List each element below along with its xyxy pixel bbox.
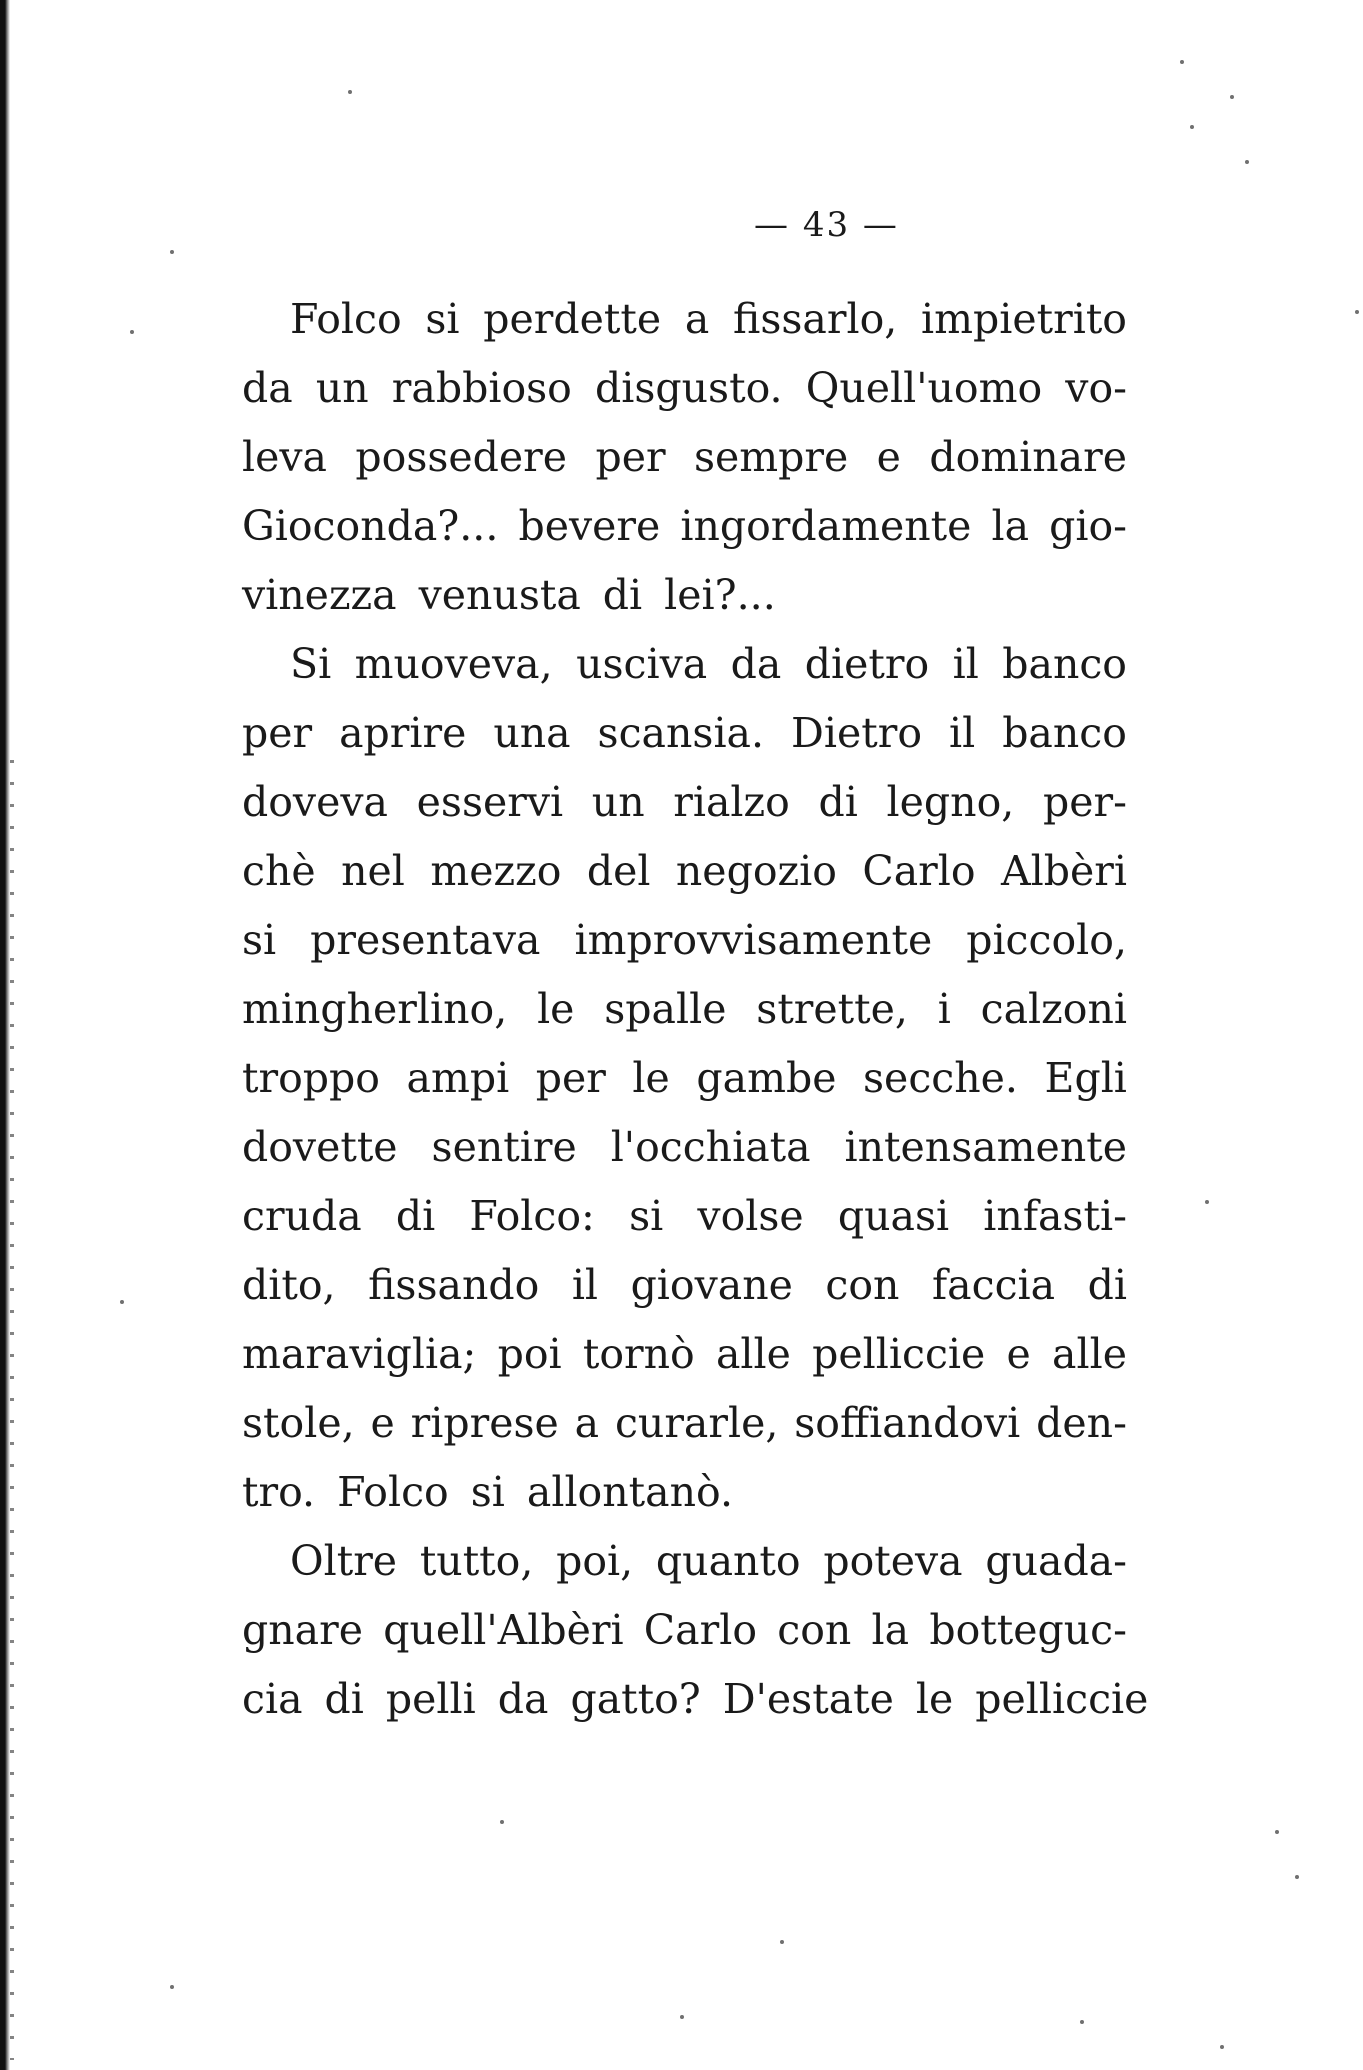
word: per- — [1042, 778, 1127, 826]
text-line — [242, 492, 1127, 561]
print-speck — [1220, 2045, 1224, 2049]
word: lei?... — [664, 571, 776, 619]
word: poteva — [823, 1537, 963, 1585]
word: la — [991, 502, 1030, 550]
word: quell'Albèri — [383, 1606, 624, 1654]
word: mingherlino, — [242, 985, 508, 1033]
text-line — [242, 285, 1127, 354]
word: scansia. — [597, 709, 765, 757]
text-line — [242, 837, 1127, 906]
word: venusta — [418, 571, 581, 619]
page-body-text — [242, 285, 1149, 1734]
word: esservi — [416, 778, 564, 826]
word: si — [629, 1192, 664, 1240]
word: Oltre — [290, 1537, 398, 1585]
word: rialzo — [673, 778, 790, 826]
word: per — [242, 709, 313, 757]
word: pelliccie — [812, 1330, 986, 1378]
word: den- — [1036, 1399, 1127, 1447]
word: e — [876, 433, 901, 481]
text-line — [242, 1389, 1127, 1458]
word: alle — [715, 1330, 791, 1378]
print-speck — [680, 2015, 684, 2019]
word: rabbioso — [391, 364, 572, 412]
word: quasi — [837, 1192, 950, 1240]
word: di — [324, 1675, 364, 1723]
word: banco — [1002, 709, 1127, 757]
word: Gioconda?... — [242, 502, 499, 550]
word: quanto — [655, 1537, 801, 1585]
word: secche. — [863, 1054, 1018, 1102]
word: si — [425, 295, 460, 343]
word: ingordamente — [680, 502, 972, 550]
word: vinezza — [242, 571, 397, 619]
word: Dietro — [791, 709, 923, 757]
print-speck — [1275, 1830, 1279, 1834]
word: possedere — [355, 433, 568, 481]
text-line — [242, 1665, 1149, 1734]
word: e — [370, 1399, 395, 1447]
word: sentire — [431, 1123, 577, 1171]
word: con — [825, 1261, 900, 1309]
word: le — [632, 1054, 670, 1102]
word: di — [395, 1192, 436, 1240]
text-line — [242, 906, 1127, 975]
word: muoveva, — [354, 640, 553, 688]
text-line — [242, 1182, 1127, 1251]
print-speck — [1245, 160, 1249, 164]
word: calzoni — [980, 985, 1127, 1033]
word: dito, — [242, 1261, 336, 1309]
print-speck — [1180, 60, 1184, 64]
word: strette, — [756, 985, 908, 1033]
word: intensamente — [844, 1123, 1127, 1171]
word: piccolo, — [966, 916, 1127, 964]
word: riprese — [410, 1399, 559, 1447]
word: tornò — [582, 1330, 695, 1378]
word: bevere — [518, 502, 661, 550]
text-line — [242, 354, 1127, 423]
print-speck — [1080, 2020, 1084, 2024]
word: vo- — [1065, 364, 1127, 412]
word: a — [684, 295, 710, 343]
word: un — [315, 364, 369, 412]
page-binding-edge — [0, 0, 10, 2070]
word: per — [535, 1054, 606, 1102]
word: soffiandovi — [794, 1399, 1021, 1447]
word: curarle, — [614, 1399, 779, 1447]
word: guada- — [985, 1537, 1127, 1585]
word: un — [591, 778, 645, 826]
word: improvvisamente — [574, 916, 933, 964]
word: da — [242, 364, 293, 412]
print-speck — [348, 90, 352, 94]
word: giovane — [630, 1261, 793, 1309]
print-speck — [1205, 1200, 1209, 1204]
word: il — [948, 709, 976, 757]
word: e — [1006, 1330, 1031, 1378]
word: ampi — [406, 1054, 510, 1102]
word: mezzo — [430, 847, 562, 895]
word: si — [242, 916, 277, 964]
word: disgusto. — [595, 364, 783, 412]
word: maraviglia; — [242, 1330, 477, 1378]
print-speck — [1230, 95, 1234, 99]
word: poi — [497, 1330, 562, 1378]
word: troppo — [242, 1054, 380, 1102]
text-line — [242, 561, 1127, 630]
text-line — [242, 1320, 1127, 1389]
page-number: — 43 — — [754, 205, 899, 245]
word: allontanò. — [526, 1468, 733, 1516]
print-speck — [1295, 1875, 1299, 1879]
print-speck — [120, 1300, 124, 1304]
word: gnare — [242, 1606, 363, 1654]
word: impietrito — [921, 295, 1127, 343]
print-speck — [170, 250, 174, 254]
word: infasti- — [983, 1192, 1127, 1240]
word: legno, — [886, 778, 1015, 826]
word: Carlo — [862, 847, 976, 895]
text-line — [242, 1596, 1127, 1665]
word: leva — [242, 433, 327, 481]
word: tutto, — [419, 1537, 534, 1585]
word: gambe — [696, 1054, 837, 1102]
word: del — [586, 847, 651, 895]
word: perdette — [483, 295, 662, 343]
word: da — [497, 1675, 549, 1723]
word: Folco: — [469, 1192, 595, 1240]
text-line — [242, 1527, 1127, 1596]
word: il — [952, 640, 979, 688]
page-binding-marks — [10, 760, 14, 2060]
text-line — [242, 630, 1127, 699]
word: chè — [242, 847, 316, 895]
word: sempre — [693, 433, 849, 481]
word: aprire — [339, 709, 467, 757]
word: D'estate — [722, 1675, 894, 1723]
word: una — [493, 709, 571, 757]
word: spalle — [604, 985, 727, 1033]
word: pelliccie — [975, 1675, 1149, 1723]
text-line — [242, 1113, 1127, 1182]
word: con — [777, 1606, 852, 1654]
print-speck — [500, 1820, 504, 1824]
word: poi, — [556, 1537, 634, 1585]
word: di — [1087, 1261, 1127, 1309]
word: l'occhiata — [610, 1123, 811, 1171]
text-line — [242, 1251, 1127, 1320]
word: si — [470, 1468, 505, 1516]
word: botteguc- — [929, 1606, 1127, 1654]
word: cruda — [242, 1192, 362, 1240]
word: cia — [242, 1675, 303, 1723]
word: Egli — [1044, 1054, 1127, 1102]
print-speck — [170, 1985, 174, 1989]
word: tro. — [242, 1468, 316, 1516]
word: a — [574, 1399, 600, 1447]
word: Quell'uomo — [805, 364, 1043, 412]
word: negozio — [675, 847, 837, 895]
word: da — [730, 640, 782, 688]
word: presentava — [310, 916, 541, 964]
word: stole, — [242, 1399, 355, 1447]
word: dovette — [242, 1123, 398, 1171]
word: la — [871, 1606, 910, 1654]
word: per — [595, 433, 666, 481]
word: dominare — [929, 433, 1127, 481]
word: di — [602, 571, 643, 619]
word: Albèri — [1001, 847, 1127, 895]
word: faccia — [931, 1261, 1056, 1309]
word: gatto? — [570, 1675, 701, 1723]
word: volse — [697, 1192, 804, 1240]
word: fissarlo, — [732, 295, 898, 343]
word: Folco — [290, 295, 402, 343]
word: doveva — [242, 778, 388, 826]
print-speck — [1190, 125, 1194, 129]
print-speck — [130, 330, 134, 334]
word: Folco — [337, 1468, 449, 1516]
word: gio- — [1049, 502, 1127, 550]
word: Si — [290, 640, 332, 688]
word: i — [937, 985, 951, 1033]
text-line — [242, 1458, 1127, 1527]
text-line — [242, 699, 1127, 768]
word: dietro — [804, 640, 930, 688]
text-line — [242, 1044, 1127, 1113]
word: nel — [341, 847, 405, 895]
text-line — [242, 423, 1127, 492]
text-line — [242, 768, 1127, 837]
print-speck — [780, 1940, 784, 1944]
word: alle — [1052, 1330, 1127, 1378]
word: il — [571, 1261, 599, 1309]
word: fissando — [368, 1261, 540, 1309]
word: usciva — [576, 640, 708, 688]
text-line — [242, 975, 1127, 1044]
word: pelli — [385, 1675, 476, 1723]
word: le — [915, 1675, 954, 1723]
word: banco — [1002, 640, 1127, 688]
word: le — [537, 985, 575, 1033]
word: di — [818, 778, 858, 826]
print-speck — [1355, 310, 1359, 314]
word: Carlo — [643, 1606, 758, 1654]
